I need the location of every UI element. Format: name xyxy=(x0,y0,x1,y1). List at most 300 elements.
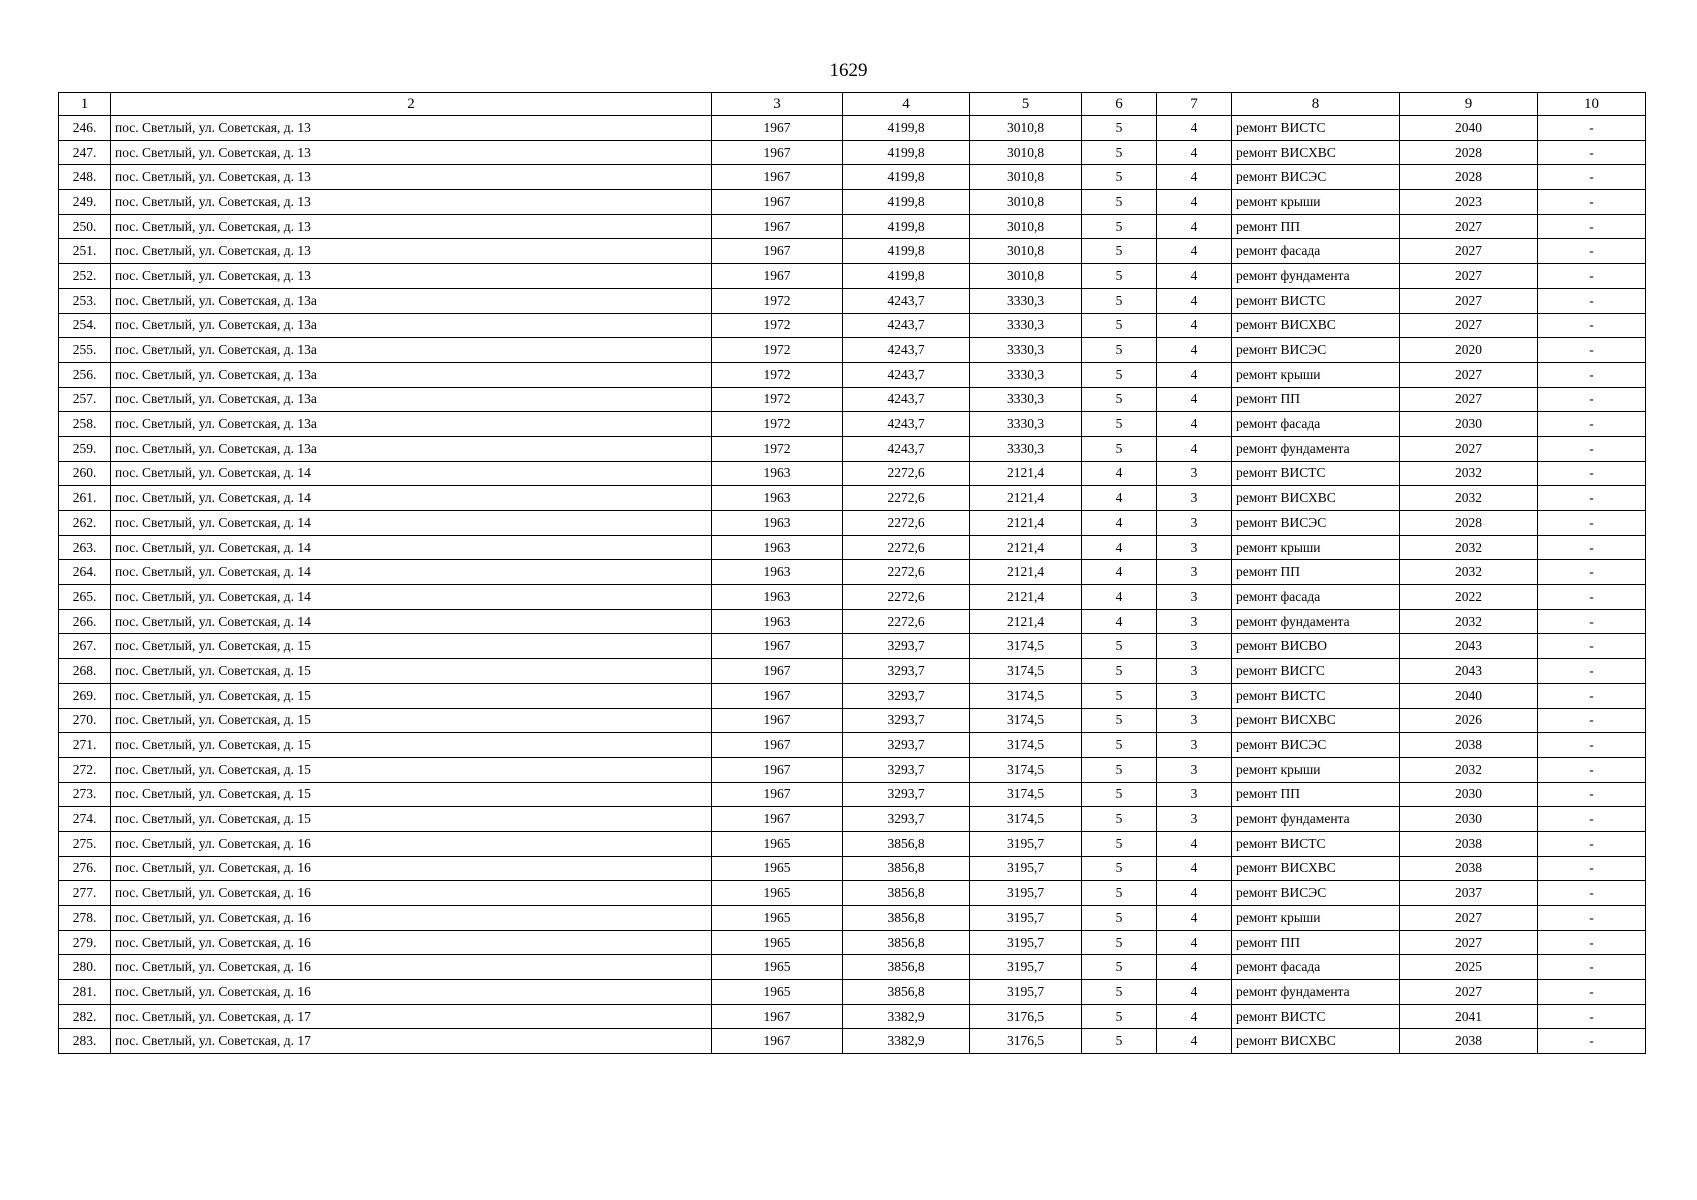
cell-living-area: 3010,8 xyxy=(970,264,1082,289)
table-row xyxy=(59,412,1646,437)
cell-row-number: 280. xyxy=(59,955,111,980)
cell-planned-year: 2027 xyxy=(1400,930,1538,955)
cell-floors: 5 xyxy=(1082,190,1157,215)
cell-year-built: 1972 xyxy=(712,288,843,313)
cell-floors: 5 xyxy=(1082,955,1157,980)
cell-note: - xyxy=(1538,239,1646,264)
cell-note: - xyxy=(1538,807,1646,832)
cell-row-number: 267. xyxy=(59,634,111,659)
cell-row-number: 253. xyxy=(59,288,111,313)
cell-entrances: 3 xyxy=(1157,782,1232,807)
cell-floors: 5 xyxy=(1082,881,1157,906)
cell-floors: 5 xyxy=(1082,362,1157,387)
cell-total-area: 3856,8 xyxy=(843,881,970,906)
cell-floors: 5 xyxy=(1082,733,1157,758)
cell-planned-year: 2027 xyxy=(1400,980,1538,1005)
cell-note: - xyxy=(1538,116,1646,141)
cell-note: - xyxy=(1538,190,1646,215)
cell-address: пос. Светлый, ул. Советская, д. 15 xyxy=(111,659,712,684)
cell-address: пос. Светлый, ул. Советская, д. 14 xyxy=(111,535,712,560)
cell-row-number: 251. xyxy=(59,239,111,264)
cell-planned-year: 2025 xyxy=(1400,955,1538,980)
cell-address: пос. Светлый, ул. Советская, д. 14 xyxy=(111,511,712,536)
cell-living-area: 3174,5 xyxy=(970,782,1082,807)
page-number: 1629 xyxy=(829,60,868,81)
cell-address: пос. Светлый, ул. Советская, д. 15 xyxy=(111,733,712,758)
cell-entrances: 3 xyxy=(1157,807,1232,832)
cell-entrances: 3 xyxy=(1157,634,1232,659)
cell-entrances: 4 xyxy=(1157,1004,1232,1029)
cell-floors: 5 xyxy=(1082,239,1157,264)
cell-total-area: 3293,7 xyxy=(843,807,970,832)
cell-floors: 4 xyxy=(1082,535,1157,560)
cell-floors: 5 xyxy=(1082,264,1157,289)
cell-row-number: 264. xyxy=(59,560,111,585)
cell-work-type: ремонт ВИСТС xyxy=(1232,288,1400,313)
cell-work-type: ремонт ВИСЭС xyxy=(1232,733,1400,758)
cell-address: пос. Светлый, ул. Советская, д. 13 xyxy=(111,190,712,215)
cell-total-area: 4243,7 xyxy=(843,288,970,313)
cell-living-area: 3330,3 xyxy=(970,288,1082,313)
cell-row-number: 262. xyxy=(59,511,111,536)
cell-entrances: 3 xyxy=(1157,659,1232,684)
cell-total-area: 3293,7 xyxy=(843,757,970,782)
cell-note: - xyxy=(1538,313,1646,338)
cell-total-area: 2272,6 xyxy=(843,486,970,511)
cell-living-area: 3010,8 xyxy=(970,140,1082,165)
cell-address: пос. Светлый, ул. Советская, д. 14 xyxy=(111,560,712,585)
cell-planned-year: 2027 xyxy=(1400,264,1538,289)
table-row xyxy=(59,1004,1646,1029)
cell-address: пос. Светлый, ул. Советская, д. 17 xyxy=(111,1029,712,1054)
cell-planned-year: 2038 xyxy=(1400,1029,1538,1054)
cell-floors: 5 xyxy=(1082,906,1157,931)
cell-total-area: 4199,8 xyxy=(843,239,970,264)
cell-entrances: 3 xyxy=(1157,609,1232,634)
cell-entrances: 3 xyxy=(1157,461,1232,486)
cell-note: - xyxy=(1538,560,1646,585)
cell-work-type: ремонт ПП xyxy=(1232,560,1400,585)
cell-living-area: 2121,4 xyxy=(970,560,1082,585)
cell-living-area: 3174,5 xyxy=(970,683,1082,708)
cell-address: пос. Светлый, ул. Советская, д. 13а xyxy=(111,288,712,313)
cell-floors: 5 xyxy=(1082,782,1157,807)
cell-entrances: 4 xyxy=(1157,288,1232,313)
cell-entrances: 4 xyxy=(1157,906,1232,931)
cell-work-type: ремонт ВИСХВС xyxy=(1232,486,1400,511)
cell-planned-year: 2032 xyxy=(1400,486,1538,511)
cell-entrances: 3 xyxy=(1157,733,1232,758)
cell-living-area: 2121,4 xyxy=(970,511,1082,536)
cell-work-type: ремонт ПП xyxy=(1232,387,1400,412)
cell-entrances: 4 xyxy=(1157,1029,1232,1054)
table-row xyxy=(59,856,1646,881)
cell-address: пос. Светлый, ул. Советская, д. 13а xyxy=(111,313,712,338)
table-row xyxy=(59,214,1646,239)
cell-note: - xyxy=(1538,486,1646,511)
cell-total-area: 4199,8 xyxy=(843,116,970,141)
cell-row-number: 268. xyxy=(59,659,111,684)
cell-year-built: 1963 xyxy=(712,609,843,634)
cell-living-area: 3195,7 xyxy=(970,906,1082,931)
cell-address: пос. Светлый, ул. Советская, д. 14 xyxy=(111,486,712,511)
cell-entrances: 3 xyxy=(1157,486,1232,511)
cell-total-area: 2272,6 xyxy=(843,560,970,585)
cell-living-area: 3176,5 xyxy=(970,1029,1082,1054)
cell-work-type: ремонт фасада xyxy=(1232,585,1400,610)
table-row xyxy=(59,609,1646,634)
cell-year-built: 1967 xyxy=(712,757,843,782)
cell-living-area: 2121,4 xyxy=(970,585,1082,610)
cell-address: пос. Светлый, ул. Советская, д. 16 xyxy=(111,906,712,931)
cell-living-area: 3010,8 xyxy=(970,190,1082,215)
column-header-2: 2 xyxy=(111,93,712,116)
cell-entrances: 3 xyxy=(1157,535,1232,560)
cell-year-built: 1972 xyxy=(712,387,843,412)
cell-address: пос. Светлый, ул. Советская, д. 14 xyxy=(111,585,712,610)
cell-row-number: 250. xyxy=(59,214,111,239)
table-row xyxy=(59,585,1646,610)
cell-year-built: 1972 xyxy=(712,362,843,387)
cell-address: пос. Светлый, ул. Советская, д. 14 xyxy=(111,609,712,634)
table-row xyxy=(59,116,1646,141)
cell-year-built: 1967 xyxy=(712,165,843,190)
table-row xyxy=(59,264,1646,289)
cell-row-number: 254. xyxy=(59,313,111,338)
cell-planned-year: 2038 xyxy=(1400,831,1538,856)
cell-living-area: 3330,3 xyxy=(970,313,1082,338)
cell-living-area: 3195,7 xyxy=(970,980,1082,1005)
cell-planned-year: 2038 xyxy=(1400,856,1538,881)
cell-living-area: 3174,5 xyxy=(970,659,1082,684)
cell-floors: 4 xyxy=(1082,560,1157,585)
table-row xyxy=(59,140,1646,165)
cell-work-type: ремонт фасада xyxy=(1232,412,1400,437)
cell-floors: 5 xyxy=(1082,980,1157,1005)
cell-work-type: ремонт ВИСВО xyxy=(1232,634,1400,659)
cell-living-area: 3010,8 xyxy=(970,116,1082,141)
table-body xyxy=(59,116,1646,1054)
cell-floors: 5 xyxy=(1082,1004,1157,1029)
cell-address: пос. Светлый, ул. Советская, д. 15 xyxy=(111,807,712,832)
cell-total-area: 4199,8 xyxy=(843,214,970,239)
registry-table xyxy=(58,92,1646,1054)
cell-living-area: 3010,8 xyxy=(970,239,1082,264)
cell-work-type: ремонт крыши xyxy=(1232,535,1400,560)
cell-year-built: 1963 xyxy=(712,560,843,585)
cell-total-area: 3856,8 xyxy=(843,980,970,1005)
cell-work-type: ремонт ВИСХВС xyxy=(1232,1029,1400,1054)
column-header-6: 6 xyxy=(1082,93,1157,116)
table-row xyxy=(59,165,1646,190)
cell-floors: 5 xyxy=(1082,140,1157,165)
cell-work-type: ремонт ВИСХВС xyxy=(1232,140,1400,165)
cell-row-number: 255. xyxy=(59,338,111,363)
cell-address: пос. Светлый, ул. Советская, д. 13 xyxy=(111,140,712,165)
cell-total-area: 3856,8 xyxy=(843,831,970,856)
cell-planned-year: 2032 xyxy=(1400,535,1538,560)
cell-work-type: ремонт крыши xyxy=(1232,362,1400,387)
table-header xyxy=(59,93,1646,116)
table-row xyxy=(59,831,1646,856)
cell-address: пос. Светлый, ул. Советская, д. 13а xyxy=(111,387,712,412)
cell-total-area: 2272,6 xyxy=(843,511,970,536)
cell-planned-year: 2027 xyxy=(1400,313,1538,338)
cell-living-area: 3195,7 xyxy=(970,955,1082,980)
cell-note: - xyxy=(1538,634,1646,659)
cell-work-type: ремонт фасада xyxy=(1232,955,1400,980)
cell-work-type: ремонт ВИСТС xyxy=(1232,831,1400,856)
column-header-3: 3 xyxy=(712,93,843,116)
cell-address: пос. Светлый, ул. Советская, д. 15 xyxy=(111,683,712,708)
cell-floors: 5 xyxy=(1082,288,1157,313)
cell-entrances: 4 xyxy=(1157,980,1232,1005)
cell-note: - xyxy=(1538,461,1646,486)
cell-note: - xyxy=(1538,757,1646,782)
cell-year-built: 1967 xyxy=(712,239,843,264)
cell-floors: 5 xyxy=(1082,807,1157,832)
cell-address: пос. Светлый, ул. Советская, д. 16 xyxy=(111,856,712,881)
table-row xyxy=(59,190,1646,215)
column-header-4: 4 xyxy=(843,93,970,116)
cell-work-type: ремонт фундамента xyxy=(1232,807,1400,832)
cell-year-built: 1967 xyxy=(712,116,843,141)
cell-total-area: 3293,7 xyxy=(843,782,970,807)
table-row xyxy=(59,313,1646,338)
cell-floors: 5 xyxy=(1082,436,1157,461)
cell-planned-year: 2038 xyxy=(1400,733,1538,758)
cell-living-area: 3195,7 xyxy=(970,831,1082,856)
cell-row-number: 269. xyxy=(59,683,111,708)
cell-work-type: ремонт ПП xyxy=(1232,214,1400,239)
cell-total-area: 3293,7 xyxy=(843,683,970,708)
cell-work-type: ремонт ВИСХВС xyxy=(1232,313,1400,338)
cell-entrances: 4 xyxy=(1157,313,1232,338)
cell-work-type: ремонт фундамента xyxy=(1232,264,1400,289)
cell-entrances: 4 xyxy=(1157,436,1232,461)
cell-year-built: 1967 xyxy=(712,782,843,807)
cell-floors: 4 xyxy=(1082,585,1157,610)
cell-row-number: 270. xyxy=(59,708,111,733)
cell-year-built: 1967 xyxy=(712,264,843,289)
cell-year-built: 1963 xyxy=(712,585,843,610)
cell-note: - xyxy=(1538,609,1646,634)
table-row xyxy=(59,511,1646,536)
cell-year-built: 1972 xyxy=(712,338,843,363)
cell-total-area: 3293,7 xyxy=(843,634,970,659)
cell-note: - xyxy=(1538,856,1646,881)
cell-entrances: 4 xyxy=(1157,412,1232,437)
cell-address: пос. Светлый, ул. Советская, д. 13 xyxy=(111,239,712,264)
cell-planned-year: 2040 xyxy=(1400,116,1538,141)
cell-year-built: 1965 xyxy=(712,831,843,856)
cell-entrances: 3 xyxy=(1157,683,1232,708)
cell-row-number: 256. xyxy=(59,362,111,387)
cell-planned-year: 2027 xyxy=(1400,214,1538,239)
table-row xyxy=(59,436,1646,461)
cell-planned-year: 2020 xyxy=(1400,338,1538,363)
cell-total-area: 3856,8 xyxy=(843,906,970,931)
table-row xyxy=(59,362,1646,387)
cell-year-built: 1972 xyxy=(712,436,843,461)
cell-planned-year: 2028 xyxy=(1400,165,1538,190)
cell-year-built: 1972 xyxy=(712,412,843,437)
cell-entrances: 4 xyxy=(1157,140,1232,165)
column-header-10: 10 xyxy=(1538,93,1646,116)
cell-planned-year: 2027 xyxy=(1400,288,1538,313)
cell-row-number: 257. xyxy=(59,387,111,412)
cell-year-built: 1963 xyxy=(712,511,843,536)
cell-address: пос. Светлый, ул. Советская, д. 13 xyxy=(111,214,712,239)
cell-entrances: 4 xyxy=(1157,116,1232,141)
cell-row-number: 261. xyxy=(59,486,111,511)
cell-address: пос. Светлый, ул. Советская, д. 13а xyxy=(111,436,712,461)
cell-row-number: 272. xyxy=(59,757,111,782)
cell-planned-year: 2027 xyxy=(1400,436,1538,461)
cell-living-area: 3176,5 xyxy=(970,1004,1082,1029)
cell-entrances: 4 xyxy=(1157,362,1232,387)
cell-planned-year: 2032 xyxy=(1400,757,1538,782)
cell-address: пос. Светлый, ул. Советская, д. 15 xyxy=(111,782,712,807)
cell-year-built: 1967 xyxy=(712,190,843,215)
cell-living-area: 3010,8 xyxy=(970,214,1082,239)
cell-total-area: 4243,7 xyxy=(843,362,970,387)
cell-note: - xyxy=(1538,362,1646,387)
cell-note: - xyxy=(1538,264,1646,289)
cell-work-type: ремонт ВИСГС xyxy=(1232,659,1400,684)
cell-address: пос. Светлый, ул. Советская, д. 13а xyxy=(111,362,712,387)
cell-planned-year: 2026 xyxy=(1400,708,1538,733)
cell-address: пос. Светлый, ул. Советская, д. 15 xyxy=(111,757,712,782)
cell-floors: 5 xyxy=(1082,683,1157,708)
cell-floors: 5 xyxy=(1082,757,1157,782)
cell-work-type: ремонт ВИСЭС xyxy=(1232,338,1400,363)
cell-note: - xyxy=(1538,288,1646,313)
cell-year-built: 1965 xyxy=(712,980,843,1005)
cell-total-area: 4199,8 xyxy=(843,140,970,165)
cell-entrances: 4 xyxy=(1157,387,1232,412)
cell-planned-year: 2023 xyxy=(1400,190,1538,215)
cell-row-number: 246. xyxy=(59,116,111,141)
cell-floors: 4 xyxy=(1082,511,1157,536)
cell-year-built: 1963 xyxy=(712,535,843,560)
cell-total-area: 3856,8 xyxy=(843,955,970,980)
cell-floors: 5 xyxy=(1082,116,1157,141)
cell-living-area: 2121,4 xyxy=(970,609,1082,634)
cell-address: пос. Светлый, ул. Советская, д. 16 xyxy=(111,955,712,980)
cell-floors: 5 xyxy=(1082,659,1157,684)
cell-planned-year: 2027 xyxy=(1400,387,1538,412)
cell-work-type: ремонт ВИСХВС xyxy=(1232,708,1400,733)
cell-planned-year: 2028 xyxy=(1400,511,1538,536)
cell-row-number: 252. xyxy=(59,264,111,289)
cell-year-built: 1967 xyxy=(712,140,843,165)
cell-entrances: 3 xyxy=(1157,511,1232,536)
cell-floors: 5 xyxy=(1082,634,1157,659)
cell-floors: 4 xyxy=(1082,609,1157,634)
cell-row-number: 249. xyxy=(59,190,111,215)
cell-total-area: 4243,7 xyxy=(843,338,970,363)
cell-work-type: ремонт фундамента xyxy=(1232,980,1400,1005)
cell-note: - xyxy=(1538,980,1646,1005)
cell-address: пос. Светлый, ул. Советская, д. 14 xyxy=(111,461,712,486)
cell-note: - xyxy=(1538,140,1646,165)
cell-total-area: 3382,9 xyxy=(843,1029,970,1054)
cell-year-built: 1967 xyxy=(712,1029,843,1054)
cell-year-built: 1965 xyxy=(712,930,843,955)
cell-planned-year: 2032 xyxy=(1400,560,1538,585)
column-header-8: 8 xyxy=(1232,93,1400,116)
cell-address: пос. Светлый, ул. Советская, д. 16 xyxy=(111,831,712,856)
cell-work-type: ремонт фундамента xyxy=(1232,609,1400,634)
cell-row-number: 275. xyxy=(59,831,111,856)
cell-entrances: 4 xyxy=(1157,881,1232,906)
cell-row-number: 274. xyxy=(59,807,111,832)
cell-entrances: 4 xyxy=(1157,831,1232,856)
table-row xyxy=(59,1029,1646,1054)
cell-note: - xyxy=(1538,930,1646,955)
cell-year-built: 1965 xyxy=(712,955,843,980)
cell-planned-year: 2032 xyxy=(1400,609,1538,634)
cell-work-type: ремонт ПП xyxy=(1232,782,1400,807)
cell-total-area: 4243,7 xyxy=(843,436,970,461)
cell-note: - xyxy=(1538,436,1646,461)
cell-year-built: 1965 xyxy=(712,881,843,906)
cell-address: пос. Светлый, ул. Советская, д. 13а xyxy=(111,338,712,363)
cell-year-built: 1967 xyxy=(712,708,843,733)
cell-living-area: 3174,5 xyxy=(970,733,1082,758)
cell-entrances: 4 xyxy=(1157,930,1232,955)
cell-total-area: 3856,8 xyxy=(843,856,970,881)
cell-work-type: ремонт ВИСХВС xyxy=(1232,856,1400,881)
table-row xyxy=(59,807,1646,832)
cell-total-area: 3856,8 xyxy=(843,930,970,955)
cell-work-type: ремонт фасада xyxy=(1232,239,1400,264)
cell-note: - xyxy=(1538,412,1646,437)
cell-living-area: 2121,4 xyxy=(970,535,1082,560)
cell-floors: 4 xyxy=(1082,486,1157,511)
cell-living-area: 3010,8 xyxy=(970,165,1082,190)
table-row xyxy=(59,560,1646,585)
header-row xyxy=(59,93,1646,116)
cell-total-area: 2272,6 xyxy=(843,609,970,634)
cell-entrances: 4 xyxy=(1157,264,1232,289)
table-row xyxy=(59,659,1646,684)
cell-total-area: 4243,7 xyxy=(843,412,970,437)
cell-total-area: 4199,8 xyxy=(843,190,970,215)
cell-year-built: 1965 xyxy=(712,906,843,931)
cell-total-area: 4199,8 xyxy=(843,165,970,190)
cell-planned-year: 2030 xyxy=(1400,412,1538,437)
cell-floors: 5 xyxy=(1082,708,1157,733)
table-row xyxy=(59,683,1646,708)
cell-planned-year: 2040 xyxy=(1400,683,1538,708)
table-row xyxy=(59,708,1646,733)
cell-floors: 4 xyxy=(1082,461,1157,486)
table-row xyxy=(59,757,1646,782)
cell-row-number: 248. xyxy=(59,165,111,190)
cell-note: - xyxy=(1538,708,1646,733)
cell-living-area: 3174,5 xyxy=(970,708,1082,733)
table-row xyxy=(59,486,1646,511)
table-row xyxy=(59,782,1646,807)
table-row xyxy=(59,980,1646,1005)
cell-total-area: 3293,7 xyxy=(843,733,970,758)
cell-row-number: 281. xyxy=(59,980,111,1005)
cell-address: пос. Светлый, ул. Советская, д. 15 xyxy=(111,708,712,733)
cell-note: - xyxy=(1538,585,1646,610)
cell-planned-year: 2030 xyxy=(1400,807,1538,832)
